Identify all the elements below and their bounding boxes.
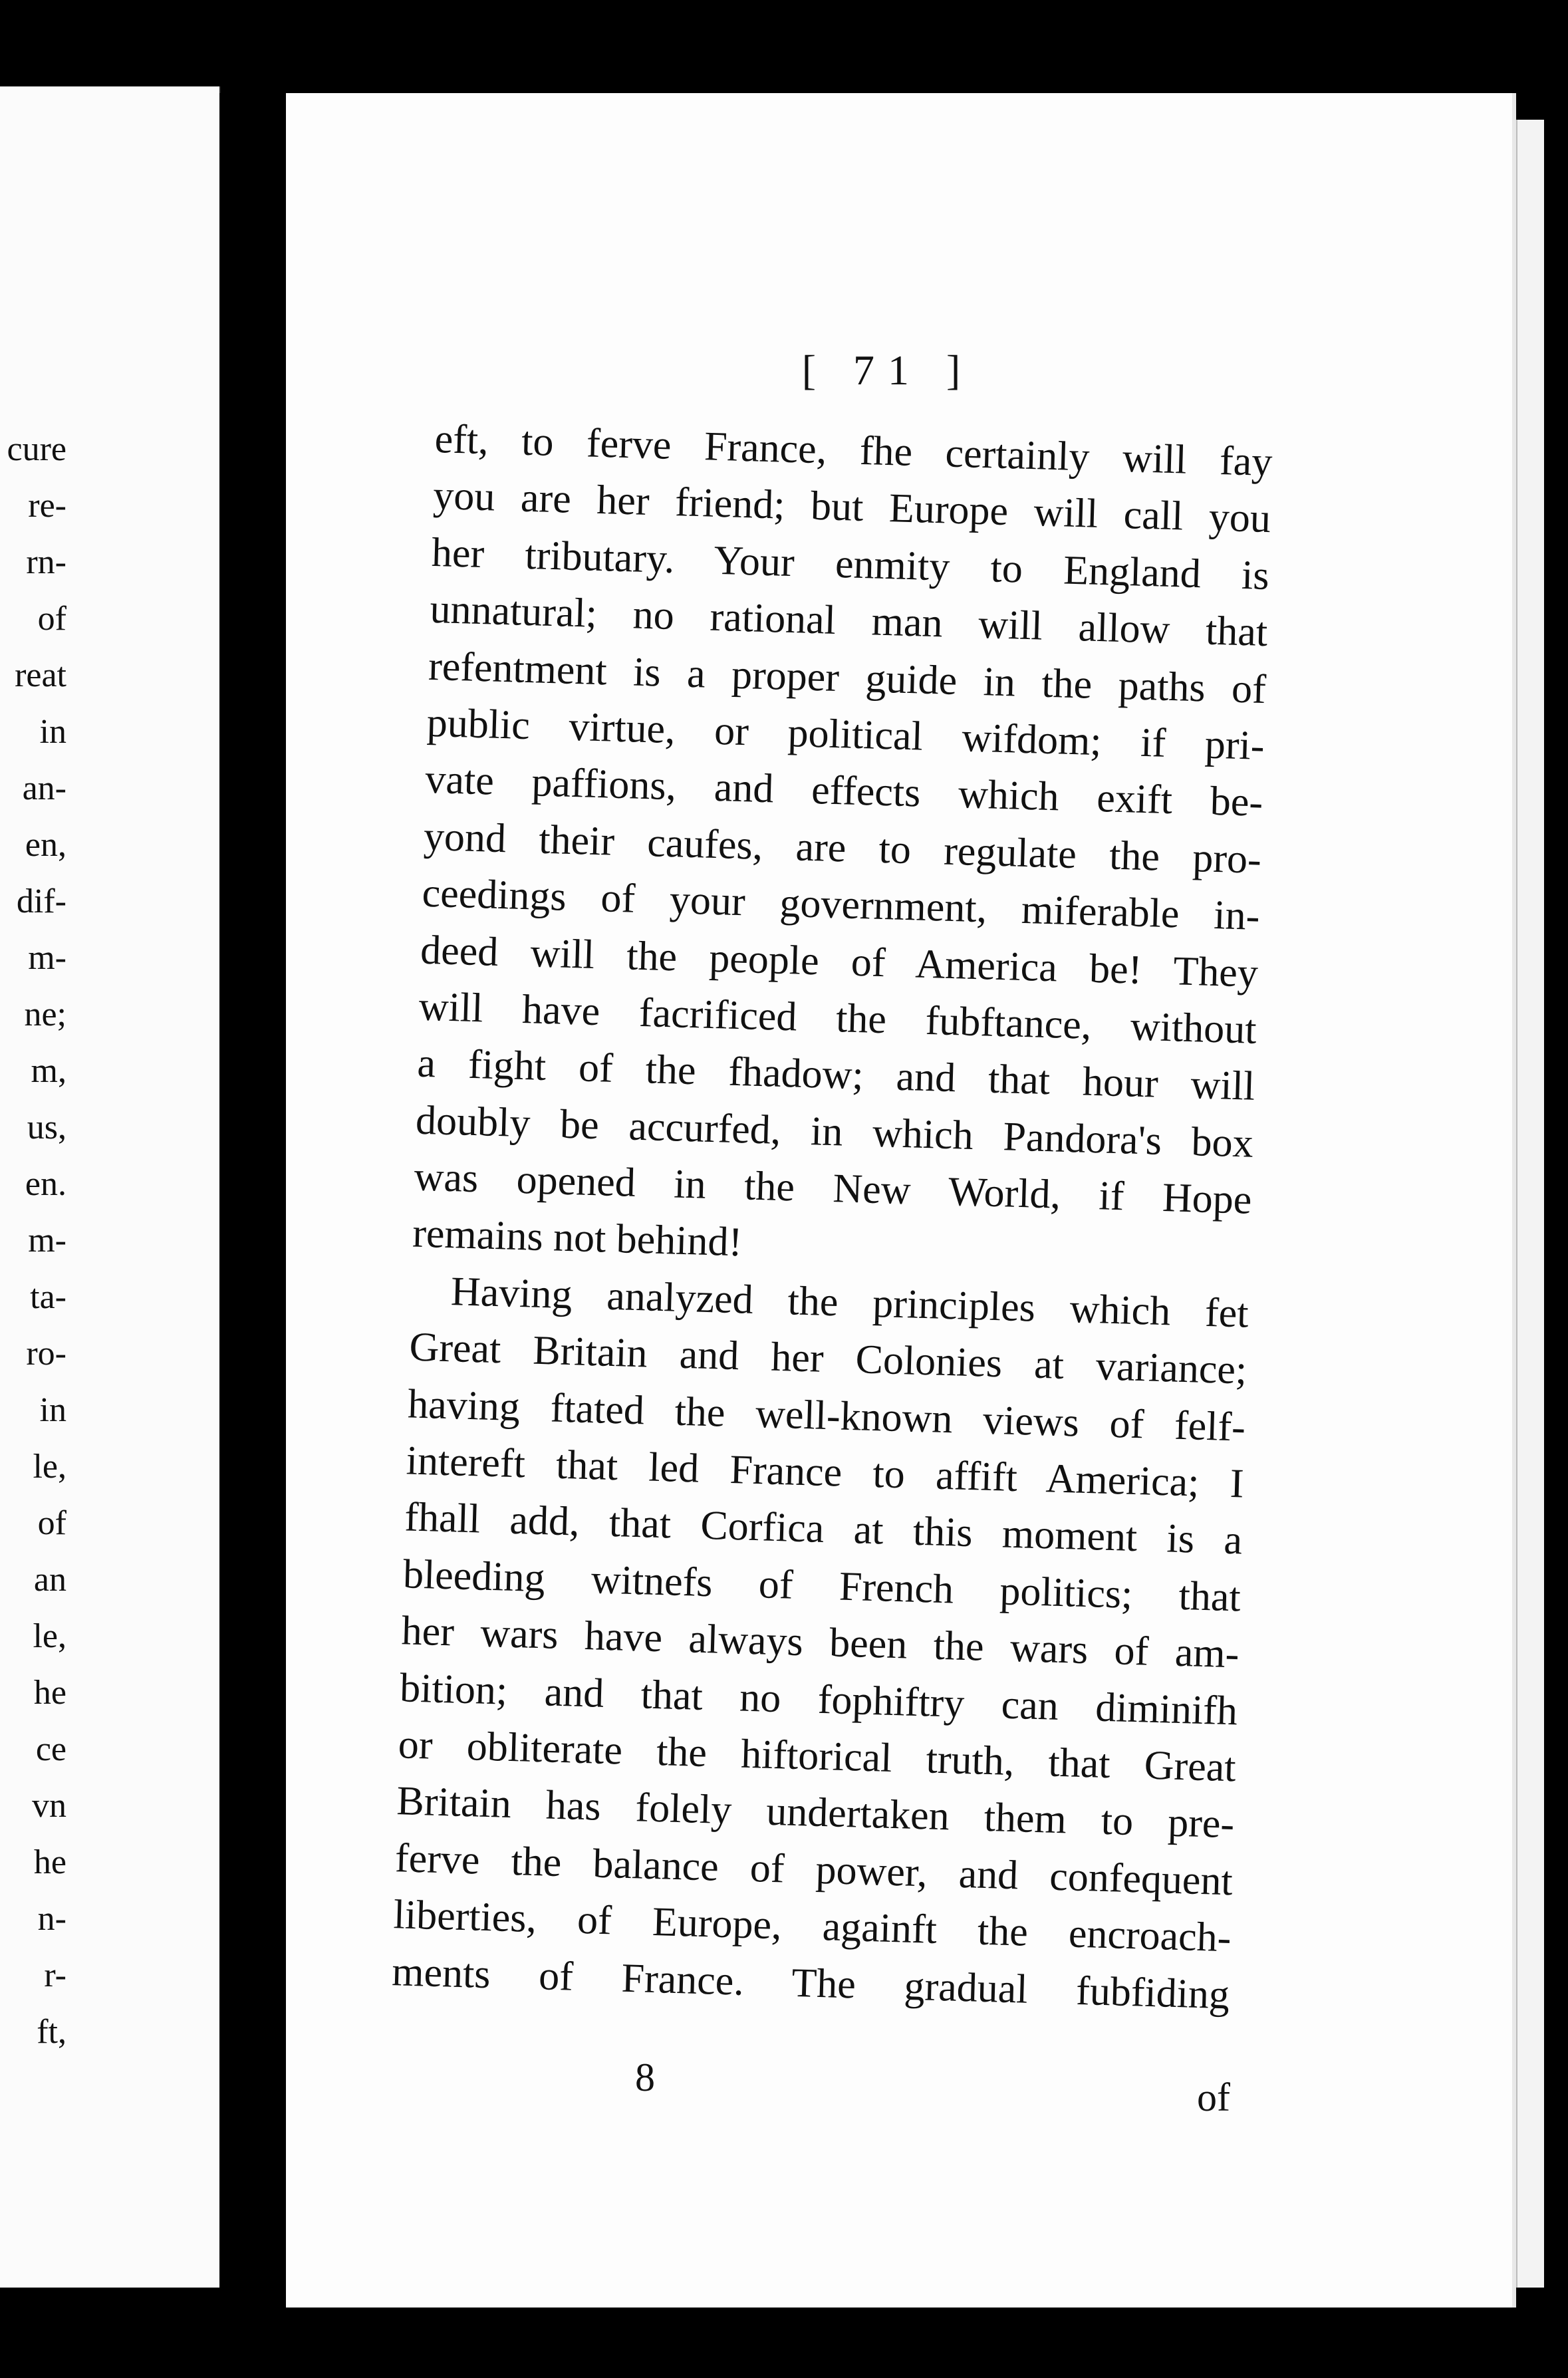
text-line: bleeding witnefs of French politics; that xyxy=(402,1551,1241,1621)
paragraph-start-line: Having analyzed the principles which fet xyxy=(450,1269,1249,1337)
left-page-fragment: an xyxy=(33,1561,66,1599)
left-page-fragment: le, xyxy=(33,1617,66,1655)
left-page-fragment: le, xyxy=(33,1448,66,1486)
left-page-fragment: en, xyxy=(25,826,66,864)
left-page-fragment: ro- xyxy=(26,1335,66,1373)
left-page-fragment: in xyxy=(39,1391,66,1429)
left-page-fragment: he xyxy=(33,1843,66,1881)
text-line: or obliterate the hiftorical truth, that Great xyxy=(398,1722,1237,1791)
left-page-fragment: an- xyxy=(22,769,66,807)
body-text xyxy=(391,411,1273,2024)
text-line: vate paffions, and effects which exift be- xyxy=(424,757,1263,826)
left-page xyxy=(0,86,221,2288)
text-line: a fight of the fhadow; and that hour will xyxy=(416,1040,1256,1110)
left-page-fragment: m, xyxy=(31,1052,66,1090)
left-page-fragment: re- xyxy=(28,487,66,525)
left-page-fragment: r- xyxy=(44,1956,66,1994)
text-line: fhall add, that Corfica at this moment is a xyxy=(404,1494,1243,1563)
left-page-fragment: m- xyxy=(28,939,66,977)
text-line: will have facrificed the fubftance, without xyxy=(418,984,1257,1053)
signature-mark: 8 xyxy=(635,2055,655,2099)
left-page-fragment: ta- xyxy=(30,1278,66,1316)
left-page-fragment: m- xyxy=(28,1222,66,1259)
book-spine xyxy=(219,93,286,2288)
text-line: intereft that led France to affift America; I xyxy=(405,1438,1245,1507)
left-page-fragment: us, xyxy=(27,1109,66,1146)
left-page-fragment: of xyxy=(37,1504,66,1542)
text-line: yond their caufes, are to regulate the pro- xyxy=(423,813,1262,882)
text-line: you are her friend; but Europe will call you xyxy=(432,473,1271,542)
text-line: ceedings of your government, miferable in- xyxy=(421,870,1261,940)
text-line: ferve the balance of power, and confequent xyxy=(394,1835,1234,1905)
text-line: liberties, of Europe, againft the encroach- xyxy=(392,1892,1232,1961)
text-line: her wars have always been the wars of am- xyxy=(400,1608,1240,1677)
text-line: deed will the people of America be! They xyxy=(420,927,1259,996)
text-line: having ftated the well-known views of felf- xyxy=(407,1381,1246,1450)
text-line: eft, to ferve France, fhe certainly will fay xyxy=(434,416,1273,485)
left-page-fragment: reat xyxy=(15,656,66,694)
left-page-fragment: in xyxy=(39,713,66,751)
left-page-fragment: dif- xyxy=(16,882,66,920)
left-page-fragment: cure xyxy=(7,430,66,468)
text-line: doubly be accurfed, in which Pandora's box xyxy=(415,1097,1254,1166)
text-line: her tributary. Your enmity to England is xyxy=(431,529,1270,598)
text-line: public virtue, or political wifdom; if pri- xyxy=(426,700,1265,769)
text-line: ments of France. The gradual fubfiding xyxy=(391,1948,1230,2018)
left-page-fragment: ne; xyxy=(24,995,66,1033)
left-page-fragment: vn xyxy=(32,1787,66,1825)
text-line: bition; and that no fophiftry can diminifh xyxy=(399,1664,1238,1734)
paragraph-end-line: remains not behind! xyxy=(412,1210,743,1265)
text-line: Britain has folely undertaken them to pre- xyxy=(396,1778,1236,1847)
left-page-fragment: rn- xyxy=(26,543,66,581)
text-line: was opened in the New World, if Hope xyxy=(413,1154,1253,1223)
text-line: unnatural; no rational man will allow that xyxy=(429,587,1269,656)
left-page-fragment: of xyxy=(37,600,66,638)
text-line: refentment is a proper guide in the paths of xyxy=(428,643,1267,712)
left-page-fragment: n- xyxy=(37,1900,66,1938)
page-number: [ 71 ] xyxy=(801,346,974,394)
text-line: Great Britain and her Colonies at variance; xyxy=(408,1324,1248,1393)
catchword: of xyxy=(1197,2075,1230,2119)
page-edge xyxy=(1516,120,1544,2288)
left-page-fragment: en. xyxy=(25,1165,66,1203)
left-page-fragment: ft, xyxy=(37,2013,66,2051)
left-page-fragment: he xyxy=(33,1674,66,1712)
left-page-fragment: ce xyxy=(35,1730,66,1768)
